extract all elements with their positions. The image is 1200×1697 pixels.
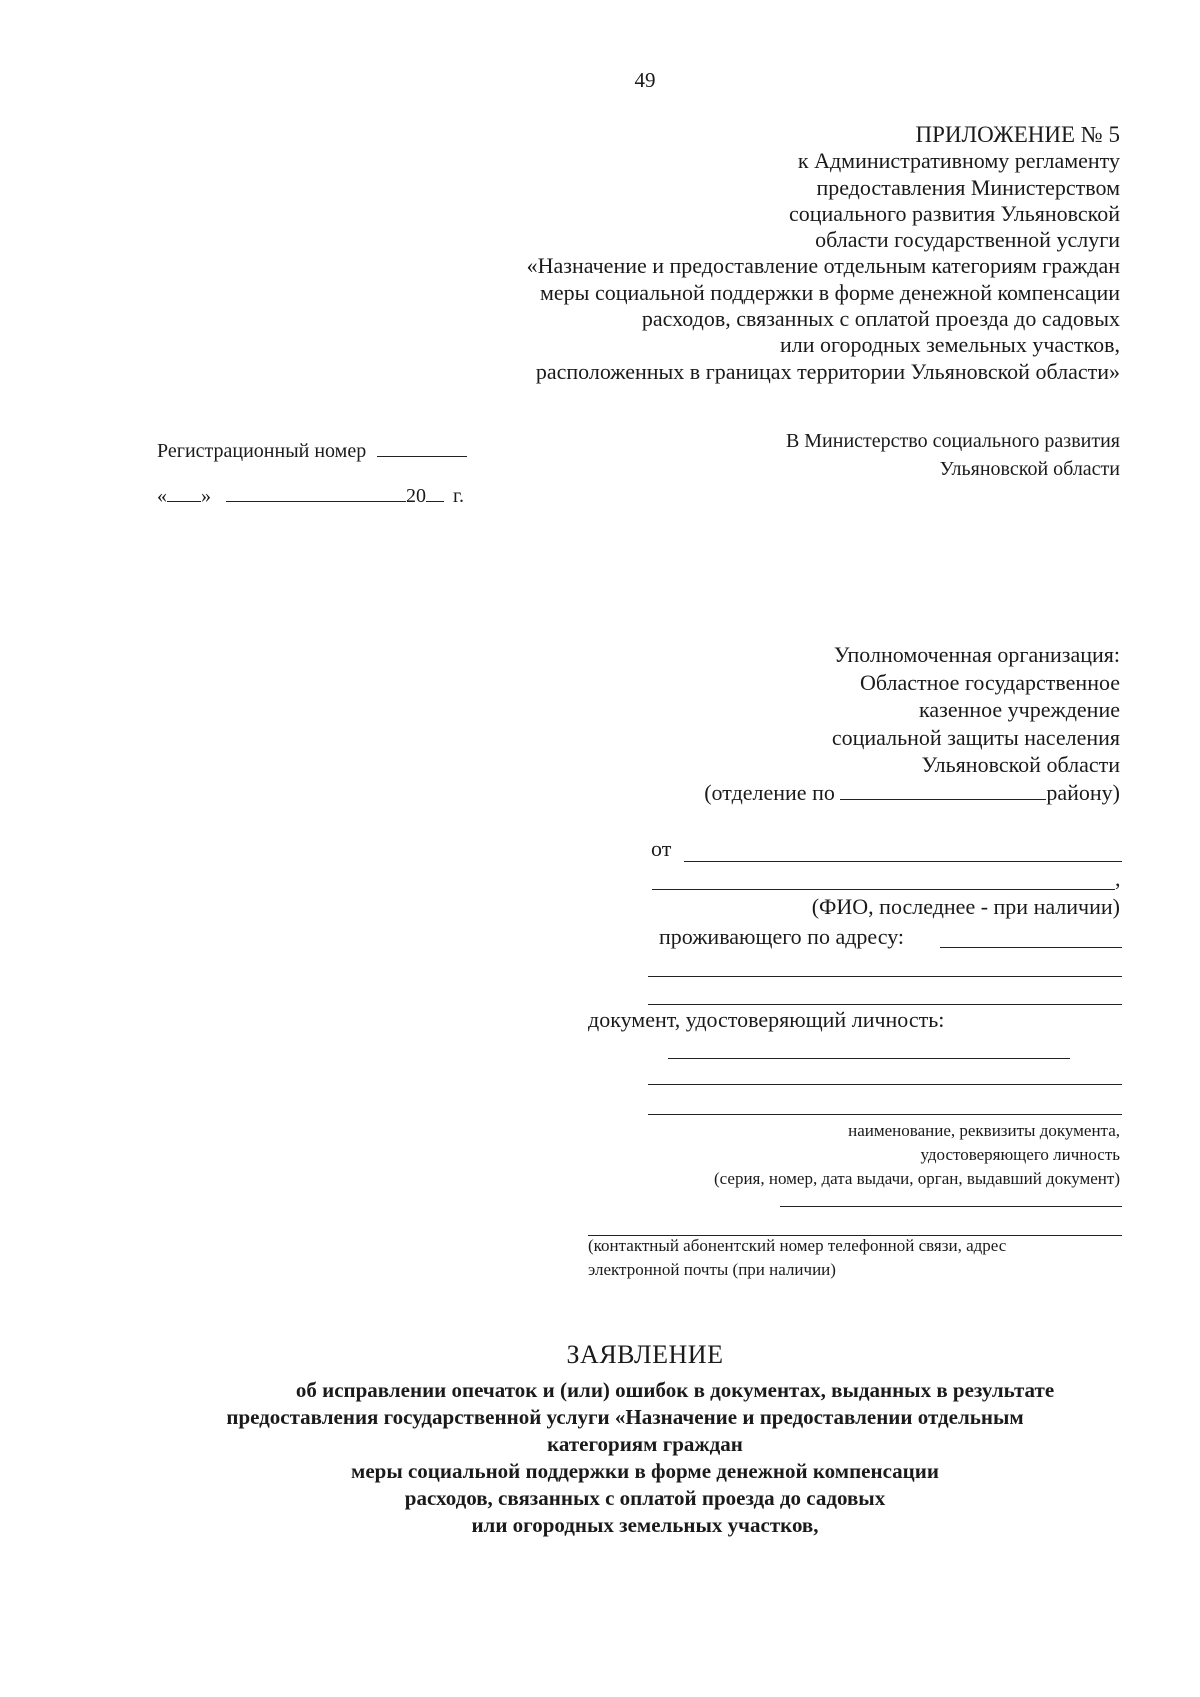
statement-title: ЗАЯВЛЕНИЕ: [566, 1340, 724, 1369]
organization-line: казенное учреждение: [919, 697, 1120, 722]
statement-line: расходов, связанных с оплатой проезда до садовых: [404, 1486, 886, 1510]
date-close-quote: »: [201, 485, 211, 507]
appendix-line: или огородных земельных участков,: [780, 332, 1120, 358]
id-document-field-line-3[interactable]: [648, 1114, 1122, 1115]
id-document-label: документ, удостоверяющий личность:: [588, 1007, 945, 1032]
appendix-line: расходов, связанных с оплатой проезда до садовых: [641, 306, 1120, 332]
branch-suffix: району): [1046, 779, 1120, 805]
registration-number-label: Регистрационный номер: [157, 440, 367, 462]
address-field-line-3[interactable]: [648, 1004, 1122, 1005]
organization-line: Областное государственное: [859, 669, 1120, 695]
from-field[interactable]: [684, 861, 1122, 862]
date-year-field[interactable]: [426, 483, 444, 502]
appendix-line: предоставления Министерством: [816, 174, 1120, 200]
statement-line: меры социальной поддержки в форме денежной компенсации: [351, 1459, 939, 1483]
contact-hint-line-2: электронной почты (при наличии): [588, 1260, 836, 1279]
appendix-line: «Назначение и предоставление отдельным категориям граждан: [526, 253, 1120, 279]
address-field[interactable]: [940, 947, 1122, 948]
statement-subtitle: [160, 1377, 1130, 1539]
branch-prefix: (отделение по: [704, 779, 835, 805]
from-comma: ,: [1115, 866, 1121, 891]
date-year-suffix: г.: [453, 485, 464, 507]
date-year-prefix: 20: [406, 485, 426, 507]
appendix-header: [527, 122, 1120, 385]
addressee-line-1: В Министерство социального развития: [785, 430, 1120, 452]
registration-number-row: [157, 427, 467, 476]
date-month-field[interactable]: [226, 483, 406, 502]
organization-line: Уполномоченная организация:: [833, 642, 1120, 667]
registration-block: [157, 427, 467, 521]
fio-hint: (ФИО, последнее - при наличии): [811, 894, 1120, 919]
contact-field[interactable]: [780, 1206, 1122, 1207]
statement-line: об исправлении опечаток и (или) ошибок в документах, выданных в результате: [295, 1378, 1055, 1402]
statement-line: предоставления государственной услуги «Назначение и предоставлении отдельным: [226, 1405, 1024, 1429]
appendix-line: ПРИЛОЖЕНИЕ № 5: [915, 122, 1120, 147]
appendix-line: расположенных в границах территории Ульяновской области»: [535, 358, 1120, 384]
date-open-quote: «: [157, 485, 167, 507]
addressee-block: [786, 427, 1120, 483]
registration-date-row: [157, 472, 467, 521]
statement-line: категориям граждан: [547, 1432, 743, 1456]
organization-line: социальной защиты населения: [831, 724, 1120, 750]
id-hint-line-3: (серия, номер, дата выдачи, орган, выдавший документ): [713, 1169, 1120, 1188]
id-document-field[interactable]: [668, 1058, 1070, 1059]
date-day-field[interactable]: [167, 483, 201, 502]
appendix-line: области государственной услуги: [815, 227, 1120, 253]
statement-line: или огородных земельных участков,: [471, 1513, 819, 1537]
id-document-field-line-2[interactable]: [648, 1084, 1122, 1085]
appendix-line: меры социальной поддержки в форме денежной компенсации: [540, 279, 1120, 305]
organization-line: Ульяновской области: [921, 752, 1120, 777]
addressee-line-2: Ульяновской области: [939, 458, 1120, 480]
from-label: от: [651, 836, 672, 861]
appendix-line: социального развития Ульяновской: [788, 200, 1120, 226]
registration-number-field[interactable]: [377, 438, 467, 457]
address-label: проживающего по адресу:: [659, 924, 905, 949]
address-field-line-2[interactable]: [648, 976, 1122, 977]
appendix-line: к Административному регламенту: [797, 148, 1120, 174]
from-field-line-2[interactable]: [652, 889, 1115, 890]
contact-hint-line-1: (контактный абонентский номер телефонной связи, адрес: [588, 1236, 1007, 1255]
contact-hint: [588, 1234, 1006, 1282]
id-hint-line-2: удостоверяющего личность: [920, 1145, 1120, 1164]
id-hint-line-1: наименование, реквизиты документа,: [848, 1121, 1120, 1140]
organization-block: [704, 641, 1120, 806]
page-number: 49: [634, 68, 656, 92]
branch-row: [704, 779, 1120, 807]
branch-district-field[interactable]: [840, 781, 1046, 800]
